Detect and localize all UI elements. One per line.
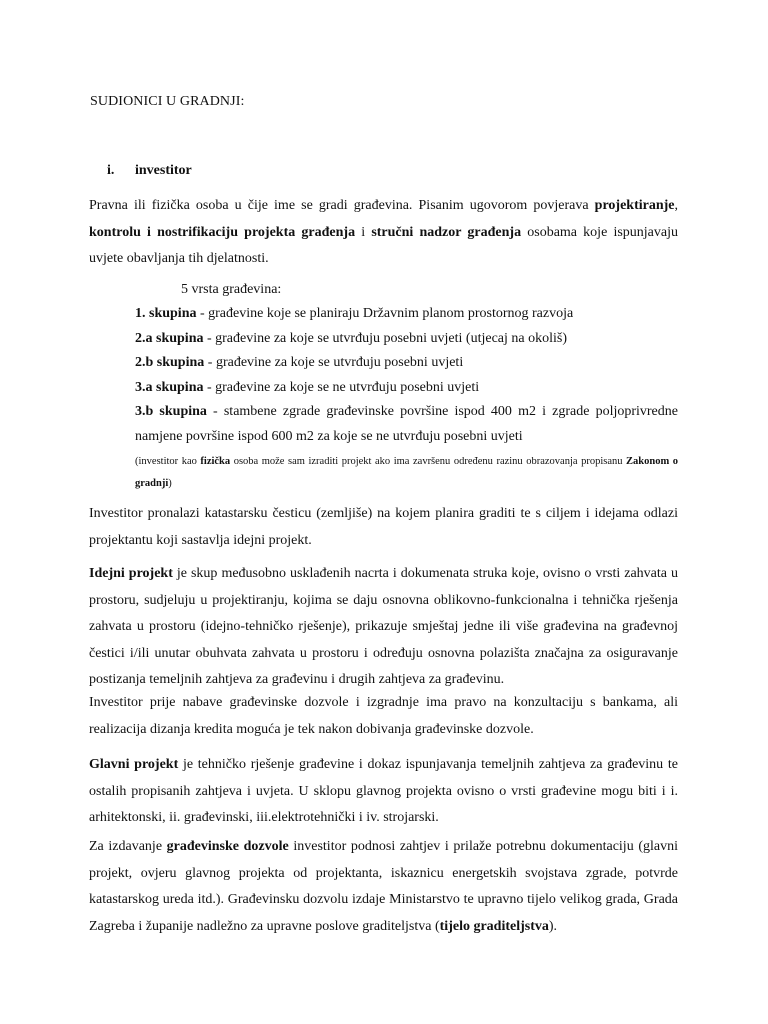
intro-bold-projektiranje: projektiranje [594,198,675,213]
document-title: SUDIONICI U GRADNJI: [90,94,245,109]
type-text: - stambene zgrade građevinske površine ispod 400 m2 i zgrade poljoprivredne namjene površine ispod 600 m2 za koje se ne utvrđuju posebni uvjeti [135,404,678,444]
idejni-projekt-paragraph [89,561,678,694]
idejni-bold: Idejni projekt [89,566,173,581]
dozvola-text-1: Za izdavanje [89,839,167,854]
intro-bold-nadzor: stručni nadzor građenja [371,224,522,240]
note-text-3: ) [168,478,172,489]
note-bold-zakon: Zakonom o gradnji [135,456,678,489]
dozvola-text-2: investitor podnosi zahtjev i prilaže potrebnu dokumentaciju (glavni projekt, ovjeru glavnog projekta od projektanta, iskaznicu energetskih svojstava zgrade, potvrde katastarskog ureda itd.). Građevinsku dozvolu izdaje Ministarstvo te upravno tijelo velikog grada, Grada Zagreba i županije nadležno za upravne poslove graditeljstva ( [89,839,678,934]
intro-text-4: osobama koje ispunjavaju uvjete obavljanja tih djelatnosti. [89,224,679,266]
type-text: - građevine za koje se ne utvrđuju posebni uvjeti [203,379,480,395]
list-item [135,376,678,401]
list-item [135,400,678,449]
types-note [135,451,678,495]
intro-bold-kontrola: kontrolu i nostrifikaciju projekta građenja [89,224,356,240]
glavni-bold: Glavni projekt [89,757,179,772]
type-text: - građevine koje se planiraju Državnim planom prostornog razvoja [196,306,574,321]
glavni-projekt-paragraph [89,752,678,832]
dozvola-text-3: ). [548,918,558,934]
section-heading [107,163,192,179]
type-text: - građevine za koje se utvrđuju posebni uvjeti [204,355,464,370]
list-item [135,327,678,352]
investitor-paragraph: Investitor pronalazi katastarsku česticu (zemljiše) na kojem planira graditi te s ciljem i idejama odlazi projektantu koji sastavlja idejni projekt. [89,506,678,548]
note-text-2: osoba može sam izraditi projekt ako ima završenu određenu razinu obrazovanja propisanu [230,456,627,467]
kredit-paragraph: Investitor prije nabave građevinske dozvole i izgradnje ima pravo na konzultaciju s bankama, ali realizacija dizanja kredita moguća je tek nakon dobivanja građevinske dozvole. [89,695,678,737]
type-label: 2.b skupina [135,355,205,370]
intro-text-3: i [355,224,372,240]
intro-text-1: Pravna ili fizička osoba u čije ime se gradi građevina. Pisanim ugovorom povjerava [89,198,595,213]
idejni-text: je skup međusobno usklađenih nacrta i dokumenata struka koje, ovisno o vrsti zahvata u prostoru, sudjeluju u projektiranju, kojima se daju osnovna oblikovno-funkcionalna i tehnička rješenja zahvata u prostoru (idejno-tehničko rješenje), prikazuje smještaj jedne ili više građevina na građevnoj čestici i/ili unutar obuhvata zahvata u prostoru i određuju osnovna polazišta značajna za osiguravanje postizanja temeljnih zahtjeva za građevinu i drugih zahtjeva za građevinu. [89,566,679,687]
dozvola-paragraph [89,834,678,940]
type-label: 1. skupina [135,306,197,321]
dozvola-bold-2: tijelo graditeljstva [439,918,549,934]
note-text-1: (investitor kao [135,456,201,467]
glavni-text: je tehničko rješenje građevine i dokaz ispunjavanja temeljnih zahtjeva za građevinu te ostalih propisanih zahtjeva i uvjeta. U sklopu glavnog projekta ovisno o vrsti građevine mogu biti i i. arhitektonski, ii. građevinski, iii.elektrotehnički i iv. strojarski. [89,757,678,825]
type-text: - građevine za koje se utvrđuju posebni uvjeti (utjecaj na okoliš) [203,330,567,346]
list-item [135,351,678,376]
types-title: 5 vrsta građevina: [181,282,282,297]
type-label: 3.a skupina [135,379,204,395]
section-number: i. [107,163,115,178]
type-label: 2.a skupina [135,330,204,346]
list-item [135,302,678,327]
intro-paragraph [89,193,678,273]
types-list [135,302,678,449]
intro-text-2: , [674,198,678,213]
section-title: investitor [135,163,192,178]
type-label: 3.b skupina [135,404,207,419]
note-bold-fizicka: fizička [200,456,231,467]
dozvola-bold-1: građevinske dozvole [166,839,289,854]
